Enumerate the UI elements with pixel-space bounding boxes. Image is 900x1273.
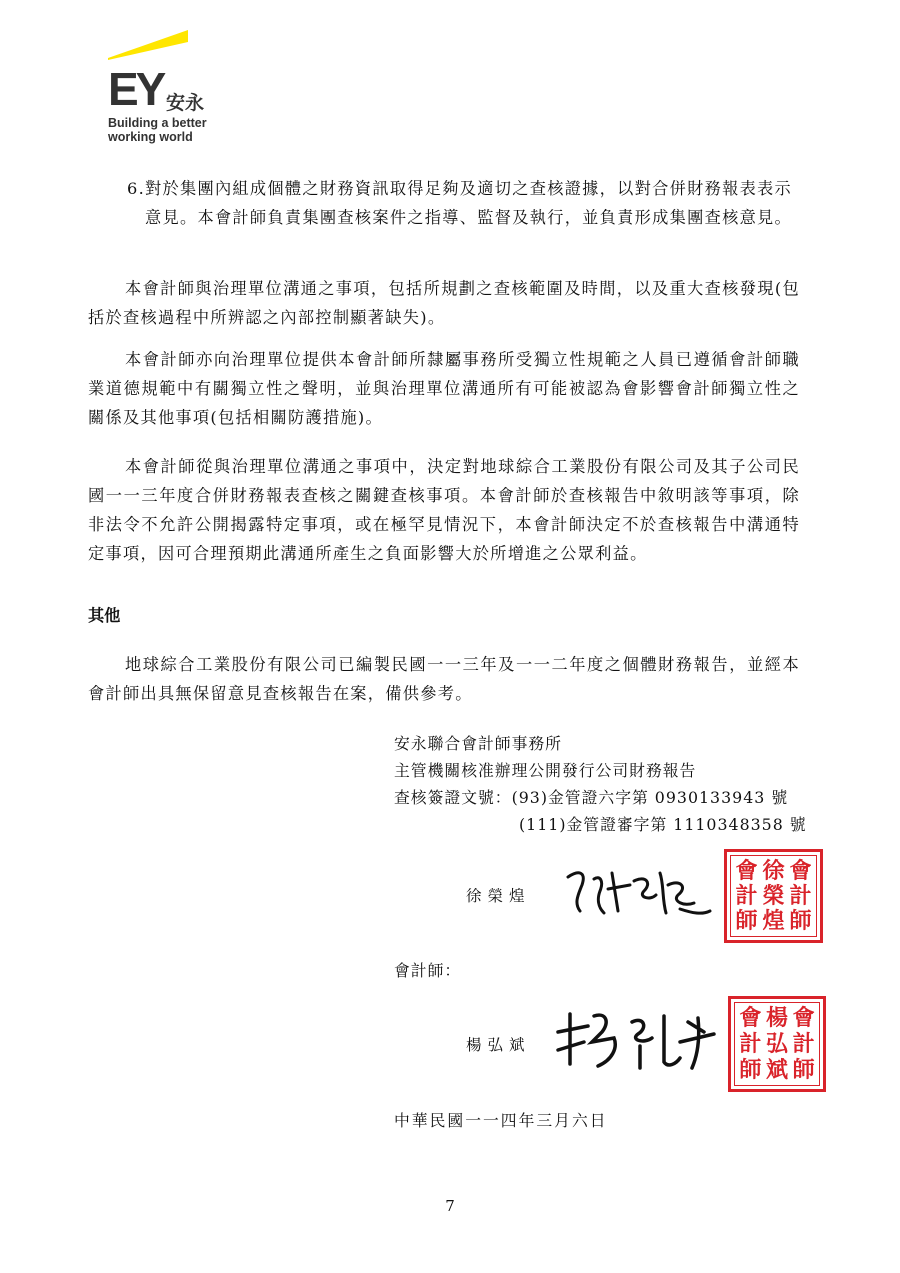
cpa-seal-1: 會 徐 會 計 榮 計 師 煌 師	[724, 849, 823, 943]
page-number: 7	[445, 1197, 455, 1215]
firm-approval: 主管機關核准辦理公開發行公司財務報告	[394, 761, 697, 780]
paragraph-key-audit-matters: 本會計師從與治理單位溝通之事項中，決定對地球綜合工業股份有限公司及其子公司民國一一三年度合併財務報表查核之關鍵查核事項。本會計師於查核報告中敘明該等事項，除非法令不允許公開揭露特定事項，或在極罕見情況下，本會計師決定不於查核報告中溝通特定事項，因可合理預期此溝通所產生之負面影響大於所增進之公眾利益。	[88, 457, 800, 563]
logo-brand: EY	[108, 63, 164, 115]
ey-logo	[108, 30, 258, 150]
paragraph-other: 地球綜合工業股份有限公司已編製民國一一三年及一一二年度之個體財務報告，並經本會計師出具無保留意見查核報告在案，備供參考。	[88, 655, 800, 703]
paragraph-independence: 本會計師亦向治理單位提供本會計師所隸屬事務所受獨立性規範之人員已遵循會計師職業道德規範中有關獨立性之聲明，並與治理單位溝通所有可能被認為會影響會計師獨立性之關係及其他事項(包括相關防護措施)。	[88, 350, 800, 427]
firm-cert-line-2: (111)金管證審字第 1110348358 號	[519, 815, 807, 834]
ey-beam-icon	[108, 30, 198, 60]
signature-1-icon	[560, 855, 720, 925]
tagline-line-2: working world	[108, 130, 193, 144]
firm-name: 安永聯合會計師事務所	[394, 734, 562, 753]
signature-2-icon	[548, 1002, 718, 1074]
cpa-label: 會計師：	[394, 961, 462, 980]
logo-tagline	[108, 116, 207, 144]
logo-chinese: 安永	[166, 92, 205, 114]
tagline-line-1: Building a better	[108, 116, 207, 130]
section-heading-other: 其他	[88, 606, 121, 625]
report-date: 中華民國一一四年三月六日	[394, 1111, 608, 1130]
list-item-6	[127, 174, 802, 232]
cpa-seal-2: 會 楊 會 計 弘 計 師 斌 師	[728, 996, 826, 1092]
list-item-text: 對於集團內組成個體之財務資訊取得足夠及適切之查核證據，以對合併財務報表表示意見。本會計師負責集團查核案件之指導、監督及執行，並負責形成集團查核意見。	[145, 179, 793, 227]
cpa-name-2: 楊弘斌	[466, 1036, 531, 1054]
firm-cert-line-1: 查核簽證文號：(93)金管證六字第 0930133943 號	[394, 788, 789, 807]
paragraph-governance-communication: 本會計師與治理單位溝通之事項，包括所規劃之查核範圍及時間，以及重大查核發現(包括於查核過程中所辨認之內部控制顯著缺失)。	[88, 279, 800, 327]
list-item-number: 6.	[127, 179, 146, 198]
cpa-name-1: 徐榮煌	[466, 887, 531, 905]
